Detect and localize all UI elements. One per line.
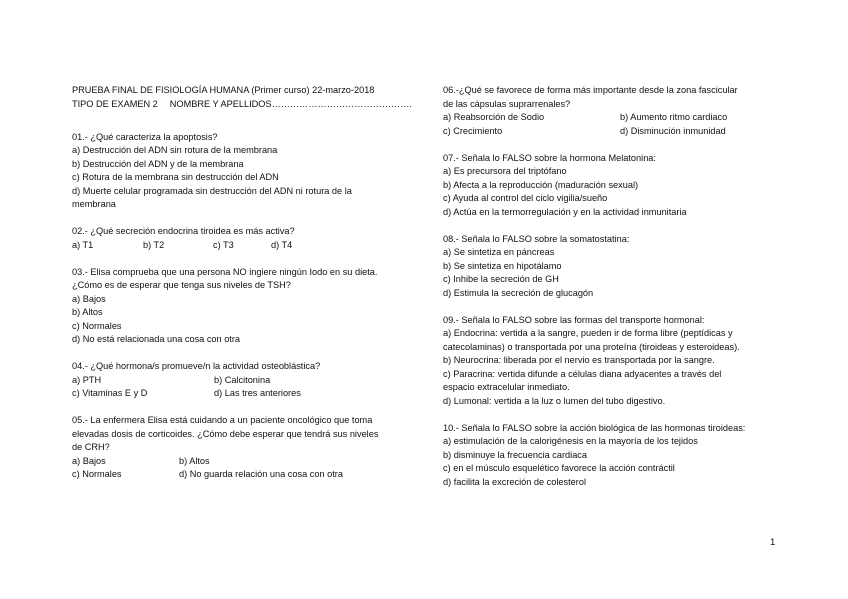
answer-option: c) Inhibe la secreción de GH [443,274,559,284]
answer-option: b) Altos [72,307,103,317]
question-5 [72,414,412,482]
answer-option: c) Normales [72,469,122,479]
answer-option: a) Destrucción del ADN sin rotura de la membrana [72,145,278,155]
question-8 [443,233,783,301]
answer-option: b) Destrucción del ADN y de la membrana [72,158,244,169]
answer-option: b) Se sintetiza en hipotálamo [443,260,562,271]
answer-option-continued: espacio extracelular inmediato. [443,382,570,392]
answer-option: c) Paracrina: vertida difunde a células diana adyacentes a través del [443,368,722,379]
answer-option: a) PTH [72,374,102,385]
answer-option: a) estimulación de la calorigénesis en la mayoría de los tejidos [443,436,698,446]
answer-option: d) Las tres anteriores [214,388,301,398]
question-prompt: 04.- ¿Qué hormona/s promueve/n la actividad osteoblástica? [72,361,321,371]
answer-option: d) No guarda relación una cosa con otra [179,469,343,479]
question-3 [72,266,412,347]
question-prompt: 05.- La enfermera Elisa está cuidando a un paciente oncológico que toma [72,415,373,425]
exam-type: TIPO DE EXAMEN 2 [72,98,158,109]
question-2 [72,225,412,252]
question-prompt: 06.-¿Qué se favorece de forma más importante desde la zona fascicular [443,85,738,95]
answer-option: c) en el músculo esquelético favorece la acción contráctil [443,463,675,473]
answer-option: b) disminuye la frecuencia cardiaca [443,449,588,460]
question-prompt: 07.- Señala lo FALSO sobre la hormona Melatonina: [443,152,656,163]
exam-title: PRUEBA FINAL DE FISIOLOGÍA HUMANA (Primer curso) 22-marzo-2018 [72,85,375,95]
answer-option: c) Rotura de la membrana sin destrucción del ADN [72,172,279,182]
question-prompt: 09.- Señala lo FALSO sobre las formas del transporte hormonal: [443,314,705,325]
question-10 [443,422,783,490]
answer-options-row [72,239,412,253]
answer-option: d) facilita la excreción de colesterol [443,476,586,487]
answer-options-row [443,125,783,139]
answer-options-row [443,111,783,125]
answer-option: c) T3 [213,239,234,250]
answer-option: d) Estimula la secreción de glucagón [443,287,594,298]
answer-option: c) Crecimiento [443,125,503,136]
answer-option: a) Es precursora del triptófano [443,166,567,176]
question-prompt: 03.- Elisa comprueba que una persona NO ingiere ningún Iodo en su dieta. [72,266,378,277]
question-prompt-continued: elevadas dosis de corticoides. ¿Cómo debe esperar que tendrá sus niveles [72,428,379,439]
answer-option: a) Reabsorción de Sodio [443,112,545,122]
answer-option: b) Altos [179,455,210,466]
name-field-label: NOMBRE Y APELLIDOS………………………………………. [169,98,412,109]
answer-options-row [72,374,412,388]
exam-type-line [72,98,412,112]
answer-options-row [72,455,412,469]
answer-option: b) Afecta a la reproducción (maduración sexual) [443,179,639,190]
left-column [72,84,412,482]
answer-option-continued: membrana [72,199,116,209]
question-prompt: 08.- Señala lo FALSO sobre la somatostatina: [443,233,630,244]
question-4 [72,360,412,401]
page-number: 1 [770,537,776,548]
answer-option: b) Neurocrina: liberada por el nervio es transportada por la sangre. [443,355,715,365]
answer-option: b) T2 [143,239,165,250]
answer-option: d) T4 [271,239,293,250]
answer-option: a) Bajos [72,293,106,304]
answer-option: c) Normales [72,320,122,331]
answer-option: b) Aumento ritmo cardiaco [620,112,728,122]
answer-option: d) Muerte celular programada sin destrucción del ADN ni rotura de la [72,185,352,196]
answer-option: c) Vitaminas E y D [72,388,148,398]
question-9 [443,314,783,409]
answer-option: a) T1 [72,239,94,250]
question-prompt-continued: de CRH? [72,442,110,452]
answer-options-row [72,387,412,401]
answer-option: a) Endocrina: vertida a la sangre, pueden ir de forma libre (peptídicas y [443,328,733,338]
question-6 [443,84,783,138]
answer-option: c) Ayuda al control del ciclo vigilia/sueño [443,193,608,203]
answer-option: d) Lumonal: vertida a la luz o lumen del tubo digestivo. [443,395,666,406]
answer-option: b) Calcitonina [214,374,271,385]
answer-option: a) Bajos [72,455,106,466]
question-prompt: 10.- Señala lo FALSO sobre la acción biológica de las hormonas tiroideas: [443,422,746,433]
answer-option: d) Disminución inmunidad [620,125,726,136]
right-column [443,84,783,489]
answer-option: a) Se sintetiza en páncreas [443,247,555,257]
answer-option: d) No está relacionada una cosa con otra [72,334,241,344]
answer-options-row [72,468,412,482]
answer-option: d) Actúa en la termorregulación y en la actividad inmunitaria [443,206,687,217]
question-prompt: 01.- ¿Qué caracteriza la apoptosis? [72,131,218,142]
question-prompt-continued: de las cápsulas suprarrenales? [443,98,571,109]
question-prompt-continued: ¿Cómo es de esperar que tenga sus niveles de TSH? [72,280,291,290]
answer-option-continued: catecolaminas) o transportada por una proteína (tiroideas y esteroideas). [443,341,740,352]
question-prompt: 02.- ¿Qué secreción endocrina tiroidea es más activa? [72,226,295,236]
question-7 [443,152,783,220]
question-1 [72,131,412,212]
